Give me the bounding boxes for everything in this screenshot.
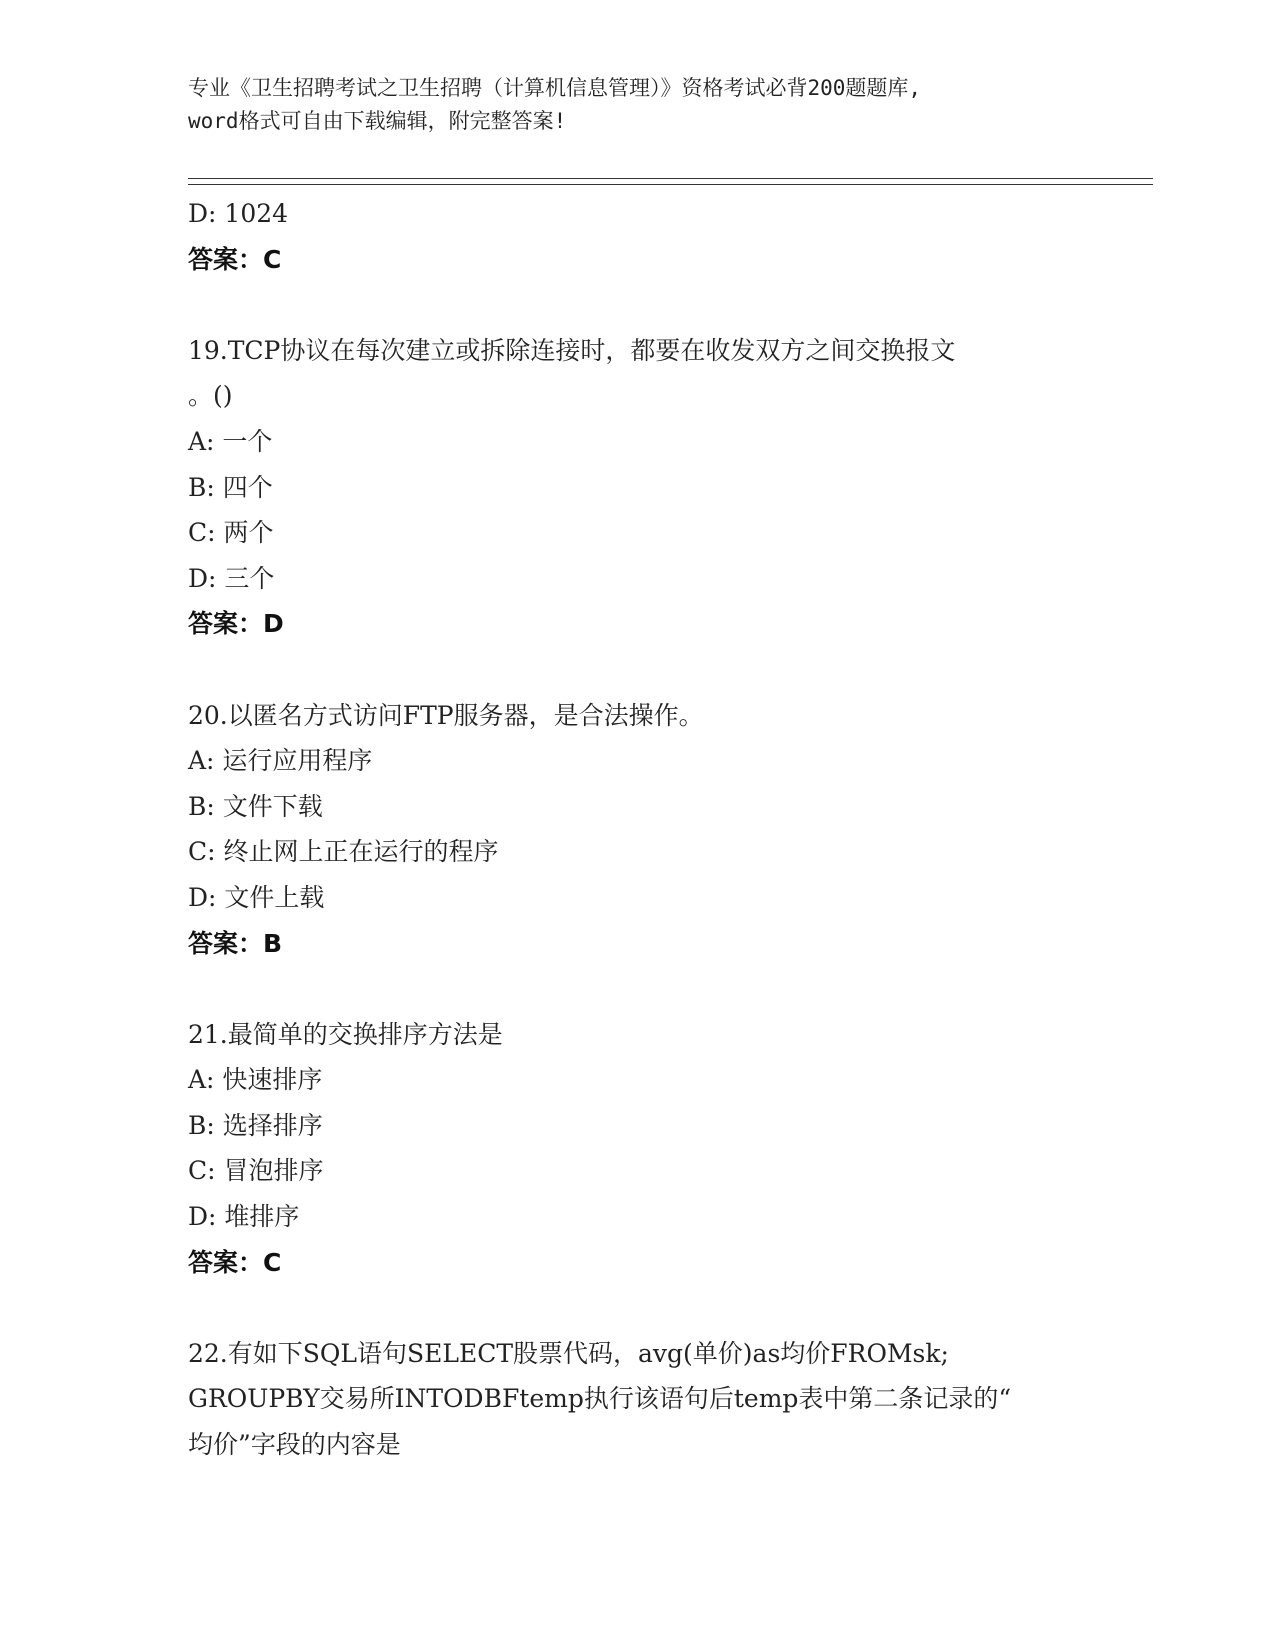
- document-header: [188, 72, 1088, 138]
- option-d: D: 文件上载: [188, 882, 325, 912]
- option-b: B: 选择排序: [188, 1110, 323, 1140]
- header-divider: [188, 178, 1153, 185]
- document-body: [188, 191, 1088, 1468]
- option-a: A: 运行应用程序: [188, 746, 373, 776]
- answer: 答案：D: [188, 609, 284, 639]
- question-text: 19.TCP协议在每次建立或拆除连接时，都要在收发双方之间交换报文: [188, 335, 956, 365]
- question-text-continued: 均价”字段的内容是: [188, 1430, 401, 1460]
- answer: 答案：C: [188, 244, 282, 274]
- question-19: [188, 328, 1088, 647]
- question-text-continued: GROUPBY交易所INTODBFtemp执行该语句后temp表中第二条记录的“: [188, 1384, 1012, 1414]
- option-d: D: 三个: [188, 563, 275, 593]
- question-22: [188, 1331, 1088, 1468]
- option-b: B: 文件下载: [188, 791, 323, 821]
- header-line-2: word格式可自由下载编辑，附完整答案!: [188, 109, 567, 133]
- option-a: A: 一个: [188, 426, 273, 456]
- question-text-continued: 。(): [188, 381, 233, 411]
- answer: 答案：C: [188, 1247, 282, 1277]
- spacer: [188, 966, 1088, 1012]
- option-b: B: 四个: [188, 472, 273, 502]
- spacer: [188, 282, 1088, 328]
- option-d: D: 堆排序: [188, 1202, 300, 1232]
- spacer: [188, 647, 1088, 693]
- header-line-1: 专业《卫生招聘考试之卫生招聘（计算机信息管理）》资格考试必背200题题库,: [188, 76, 922, 100]
- option-c: C: 终止网上正在运行的程序: [188, 837, 499, 867]
- question-text: 22.有如下SQL语句SELECT股票代码，avg(单价)as均价FROMsk;: [188, 1338, 949, 1368]
- option-c: C: 两个: [188, 518, 274, 548]
- option-a: A: 快速排序: [188, 1065, 323, 1095]
- answer: 答案：B: [188, 928, 283, 958]
- option-c: C: 冒泡排序: [188, 1156, 324, 1186]
- question-20: [188, 693, 1088, 967]
- spacer: [188, 1285, 1088, 1331]
- option-d: D: 1024: [188, 199, 289, 228]
- question-text: 20.以匿名方式访问FTP服务器，是合法操作。: [188, 700, 704, 730]
- question-21: [188, 1012, 1088, 1286]
- question-text: 21.最简单的交换排序方法是: [188, 1019, 503, 1049]
